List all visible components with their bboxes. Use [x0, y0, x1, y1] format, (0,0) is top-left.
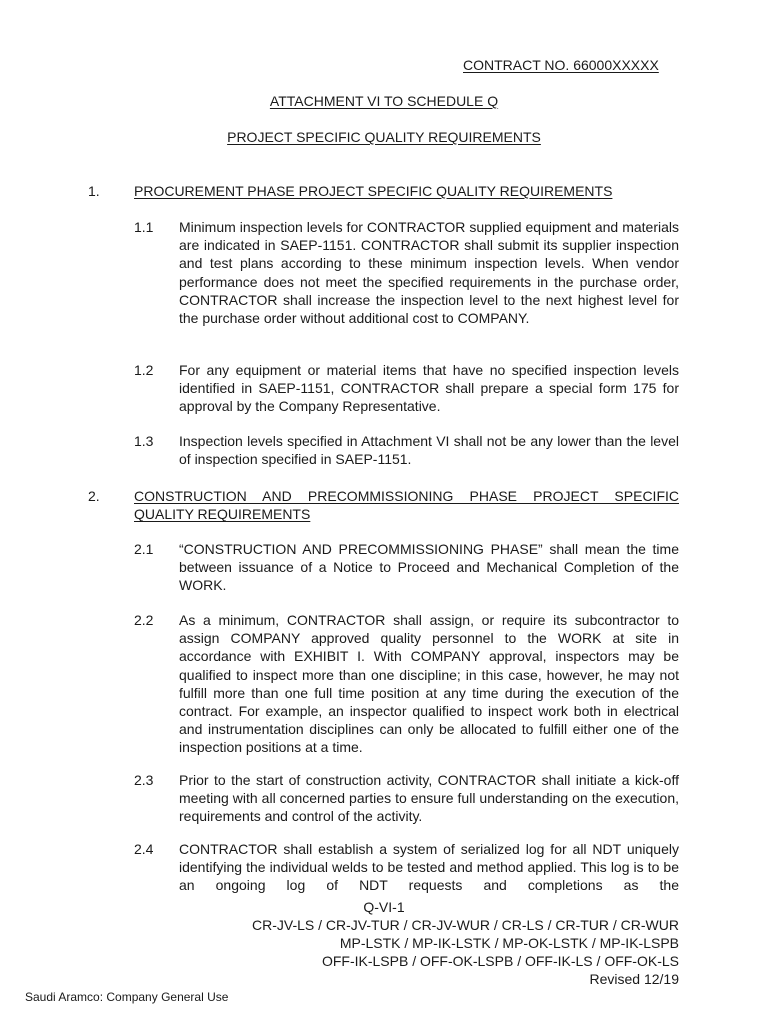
item-number: 1.2 [134, 362, 154, 378]
section-title: PROCUREMENT PHASE PROJECT SPECIFIC QUALITY REQUIREMENTS [134, 183, 613, 199]
item-number: 2.4 [134, 841, 154, 857]
contract-codes-line: MP-LSTK / MP-IK-LSTK / MP-OK-LSTK / MP-IK-LSPB [339, 935, 679, 951]
page-identifier-text: Q-VI-1 [363, 899, 405, 915]
section-title: CONSTRUCTION AND PRECOMMISSIONING PHASE PROJECT SPECIFIC QUALITY REQUIREMENTS [134, 488, 679, 523]
section-number: 1. [88, 183, 100, 199]
item-number: 1.3 [134, 433, 154, 449]
classification-label: Saudi Aramco: Company General Use [25, 990, 229, 1004]
contract-codes-line: CR-JV-LS / CR-JV-TUR / CR-JV-WUR / CR-LS / CR-TUR / CR-WUR [252, 917, 679, 933]
contract-codes-line: OFF-IK-LSPB / OFF-OK-LSPB / OFF-IK-LS / OFF-OK-LS [321, 953, 679, 969]
section-number: 2. [88, 488, 100, 504]
document-title [0, 128, 768, 146]
item-text: Minimum inspection levels for CONTRACTOR supplied equipment and materials are indicated in SAEP-1151. CONTRACTOR shall submit its supplier inspection and test plans according to these minimum inspection levels. When vendor performance does not meet the specified requirements in the purchase order, CONTRACTOR shall increase the inspection level to the next highest level for the purchase order without additional cost to COMPANY. [179, 219, 679, 327]
item-number: 2.1 [134, 541, 154, 557]
revision-date: Revised 12/19 [589, 971, 679, 987]
item-text: CONTRACTOR shall establish a system of serialized log for all NDT uniquely identifying the individual welds to be tested and method applied. This log is to be an ongoing log of NDT requests and completions as the [179, 841, 679, 894]
item-number: 2.2 [134, 612, 154, 628]
item-text: Prior to the start of construction activity, CONTRACTOR shall initiate a kick-off meeting with all concerned parties to ensure full understanding on the execution, requirements and control of the activity. [179, 772, 679, 825]
item-number: 2.3 [134, 772, 154, 788]
document-title-text: PROJECT SPECIFIC QUALITY REQUIREMENTS [227, 129, 541, 145]
item-text: Inspection levels specified in Attachment VI shall not be any lower than the level of inspection specified in SAEP-1151. [179, 433, 679, 468]
item-text: For any equipment or material items that have no specified inspection levels identified in SAEP-1151, CONTRACTOR shall prepare a special form 175 for approval by the Company Representative. [179, 362, 679, 415]
attachment-heading-text: ATTACHMENT VI TO SCHEDULE Q [269, 93, 499, 109]
item-text: As a minimum, CONTRACTOR shall assign, or require its subcontractor to assign COMPANY approved quality personnel to the WORK at site in accordance with EXHIBIT I. With COMPANY approval, inspectors may be qualified to inspect more than one discipline; in this case, however, he may not fulfill more than one full time position at any time during the execution of the contract. For example, an inspector qualified to inspect work both in electrical and instrumentation disciplines can only be allocated to fulfill either one of the inspection positions at a time. [179, 612, 679, 756]
item-number: 1.1 [134, 219, 154, 235]
attachment-heading [0, 92, 768, 110]
item-text: “CONSTRUCTION AND PRECOMMISSIONING PHASE” shall mean the time between issuance of a Notice to Proceed and Mechanical Completion of the WORK. [179, 541, 679, 594]
contract-number: CONTRACT NO. 66000XXXXX [463, 57, 659, 73]
page-identifier [0, 898, 768, 916]
